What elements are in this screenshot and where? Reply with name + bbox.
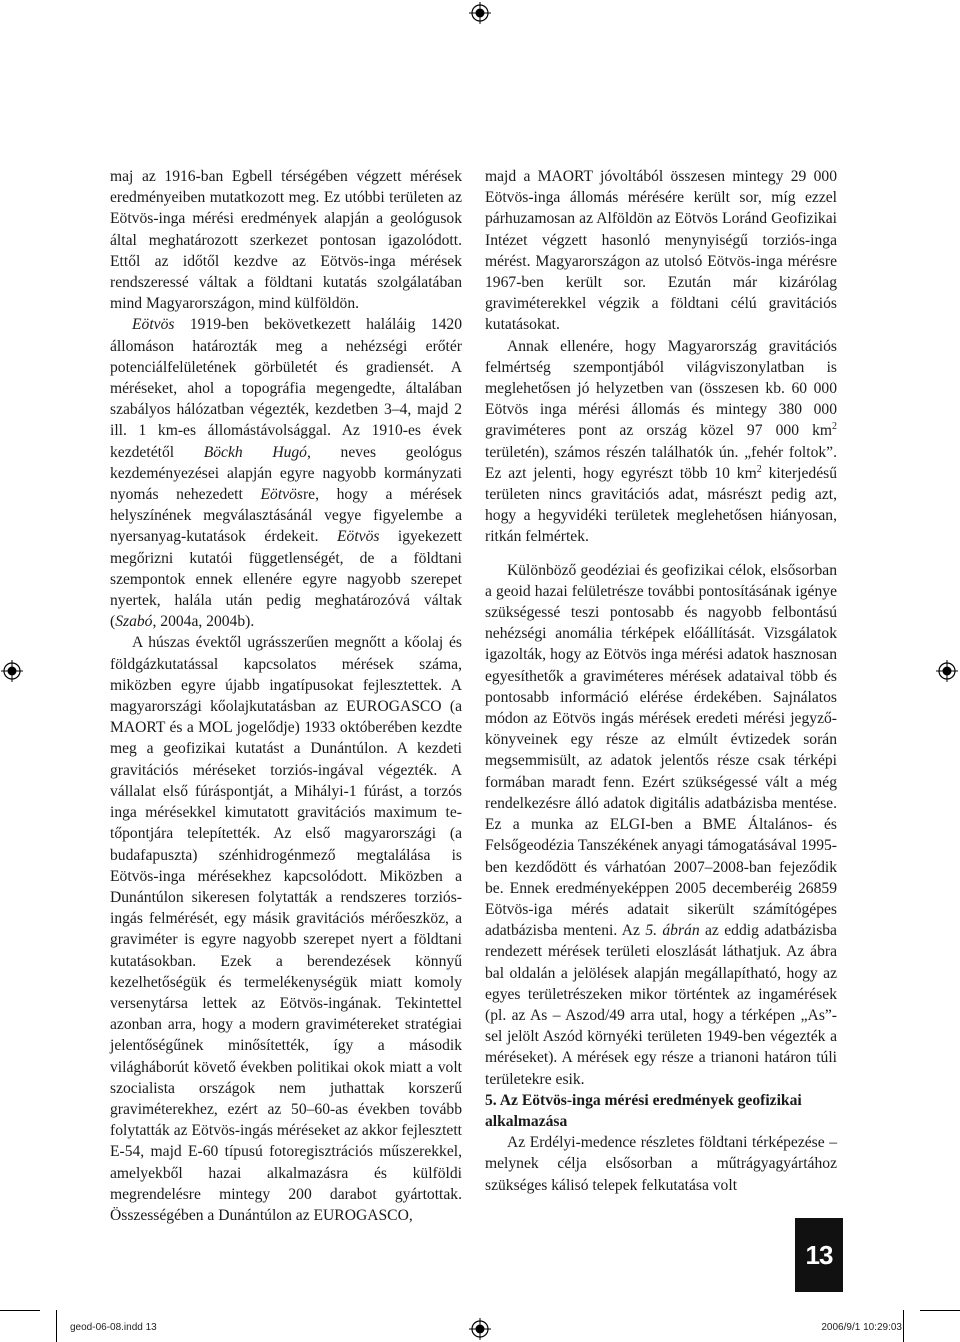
- crop-mark: [0, 1310, 40, 1311]
- author-name: Böckh Hugó: [203, 443, 307, 461]
- section-heading: 5. Az Eötvös-inga mérési eredmények geofizikai alkalmazása: [485, 1091, 802, 1130]
- author-name: Eötvös: [337, 528, 380, 546]
- paragraph: majd a MAORT jóvoltából összesen mintegy 29 000 Eötvös-inga állomás mérésére került sor, míg ezzel párhuzamosan az Alföldön az Eötvös Loránd Geofizikai Intézet végzett hasonló menynyiségű torziós-inga mérést. Magyarországon az utolsó Eötvös-inga mérésre 1967-ben került sor. Ezután már kizárólag graviméterekkel végzik a földtani célú gravitációs kutatásokat.: [485, 168, 837, 334]
- registration-mark-icon: [1, 660, 23, 682]
- paragraph: maj az 1916-ban Egbell térségében végzett mérések eredményeiben mutatkozott meg. Ez utóbbi területen az Eötvös-inga mérési eredmények alapján a geológusok által meghatározott szerkezet pontosan igazolódott. Ettől az időtől kezdve az Eötvös-inga mérések rendszeressé váltak a földtani kutatás szolgálatában mind Magyarországon, mind külföldön.: [110, 168, 462, 313]
- citation-author: Szabó: [115, 613, 153, 631]
- left-column: [110, 166, 462, 1226]
- page-number: 13: [795, 1218, 843, 1292]
- registration-mark-icon: [469, 2, 491, 24]
- crop-mark: [920, 1310, 960, 1311]
- author-name: Eötvös: [260, 486, 303, 504]
- registration-mark-icon: [936, 660, 958, 682]
- registration-mark-icon: [469, 1318, 491, 1340]
- paragraph: A húszas évektől ugrásszerűen megnőtt a kőolaj és földgázkutatással kapcsolatos mérések száma, miközben egyre újabb ingatípusokat fejlesztettek. A magyarországi kőolajkutatásban az EUROGASCO (a MAORT és a MOL jogelődje) 1933 októberében kezdte meg a geofizikai kutatást a Dunántúlon. A kezdeti gravitációs méréseket torziós-ingával végezték. A vállalat első fúráspontját, a Mihályi-1 fúrást, a torzós inga mérésekkel kimutatott gravitációs maximum tetőpontjára telepítették. Az első magyarországi (a budafapuszta) szénhidrogénmező megtalálása is Eötvös-inga mérésekhez kapcsolódott. Miközben a Dunántúlon sikeresen folytatták a rendszeres torziós-ingás felmérését, egy másik gravitációs mérőeszköz, a graviméter is egyre nagyobb szerepet nyert a földtani kutatásokban. Ezek a berendezések könnyű kezelhetőségük és termelékenységük miatt komoly versenytársa lettek az Eötvös-ingának. Tekintettel azonban arra, hogy a modern gravimétereket stratégiai jelentőségűnek minősítették, így a második világháborút követő években politikai okok miatt a volt szocialista országok nem juthattak korszerű graviméterekhez, ezért az 50–60-as években tovább folytatták az Eötvös-ingás méréseket az akkor fejlesztett E-54, majd E-60 típusú fotoregisztrációs műszerekkel, amelyekből hazai alkalmazásra és külföldi megrendelésre mintegy 200 darabot gyártottak. Összességében a Dunántúlon az EUROGASCO,: [110, 634, 462, 1224]
- figure-reference: 5. ábrán: [645, 922, 700, 940]
- author-name: Eötvös: [132, 316, 175, 334]
- date-slug: 2006/9/1 10:29:03: [821, 1322, 902, 1333]
- paragraph: Annak ellenére, hogy Magyarország gravitációs felmértség szempontjából világviszonylatban is meglehetősen jó helyzetben van (összesen kb. 60 000 Eötvös inga mérési állomás és mintegy 380 000 graviméteres pont az ország közel 97 000 $km^2$ területén), számos részén találhatók ún. „fehér foltok”. Ez azt jelenti, hogy egyrészt több 10 $km^2$ kiterjedésű területen nincs gravitációs adat, másrészt pedig azt, hogy a hegyvidéki területek meglehetősen hiányosan, ritkán felmértek.: [485, 337, 838, 546]
- crop-mark: [56, 1310, 57, 1342]
- crop-mark: [903, 1310, 904, 1342]
- paragraph: Különböző geodéziai és geofizikai célok, elsősorban a geoid hazai felületrésze további pontosításának igénye szükségessé teszi pontosabb és nagyobb felbontású nehézségi anomália térképek előállítását. Vizsgálatok igazolták, hogy az Eötvös inga mérési adatok hasznosan egyesíthetők a graviméteres mérések adataival több és pontosabb információ elérése érdekében. Sajnálatos módon az Eötvös ingás mérések eredeti mérési jegyzőkönyveinek egy része az elmúlt évtizedek során megsemmisült, az adatok jelentős része csak térképi formában maradt fenn. Ezért szükségessé vált a még rendelkezésre álló adatok digitális adatbázisba mentése. Ez a munka az ELGI-ben a BME Általános- és Felsőgeodézia Tanszékének anyagi támogatásával 1995-ben kezdődött és várhatóan 2007–2008-ban fejeződik be. Ennek eredményeképpen 2005 decemberéig 26859 Eötvös-iga mérés adatait sikerült számítógépes adatbázisba menteni. Az 5. ábrán az eddig adatbázisba rendezett mérések területi eloszlását láthatjuk. Az ábra bal oldalán a jelölések alapján megállapítható, hogy az egyes területrészeken mikor történtek az ingamérések (pl. az As – Aszod/49 arra utal, hogy a térképen „As”-sel jelölt Aszód környéki területen 1949-ben végezték a méréseket). A mérések egy része a trianoni határon túli területekre esik.: [485, 561, 837, 1088]
- paragraph: Eötvös 1919-ben bekövetkezett haláláig 1420 állomáson határozták meg a nehézségi erőtér potenciálfelületének görbületét és gradiensét. A méréseket, ahol a topográfia megengedte, általában szabályos hálózatban végezték, kezdetben 3–4, majd 2 ill. 1 km-es állomástávolsággal. Az 1910-es évek kezdetétől Böckh Hugó, neves geológus kezdeményezései alapján egyre nagyobb kormányzati nyomás nehezedett Eötvösre, hogy a mérések helyszínének megválasztásánál vegye figyelembe a nyersanyag-kutatások érdekeit. Eötvös igyekezett megőrizni kutatói függetlenségét, de a földtani szempontok ennek ellenére egyre nagyobb szerepet nyertek, halála után pedig meghatározóvá váltak (Szabó, 2004a, 2004b).: [110, 316, 462, 631]
- right-column: [485, 166, 837, 1196]
- file-slug: geod-06-08.indd 13: [70, 1322, 157, 1333]
- paragraph: Az Erdélyi-medence részletes földtani térképezése – melynek célja elsősorban a műtrágyagyártához szükséges kálisó telepek felkutatása volt: [485, 1134, 837, 1194]
